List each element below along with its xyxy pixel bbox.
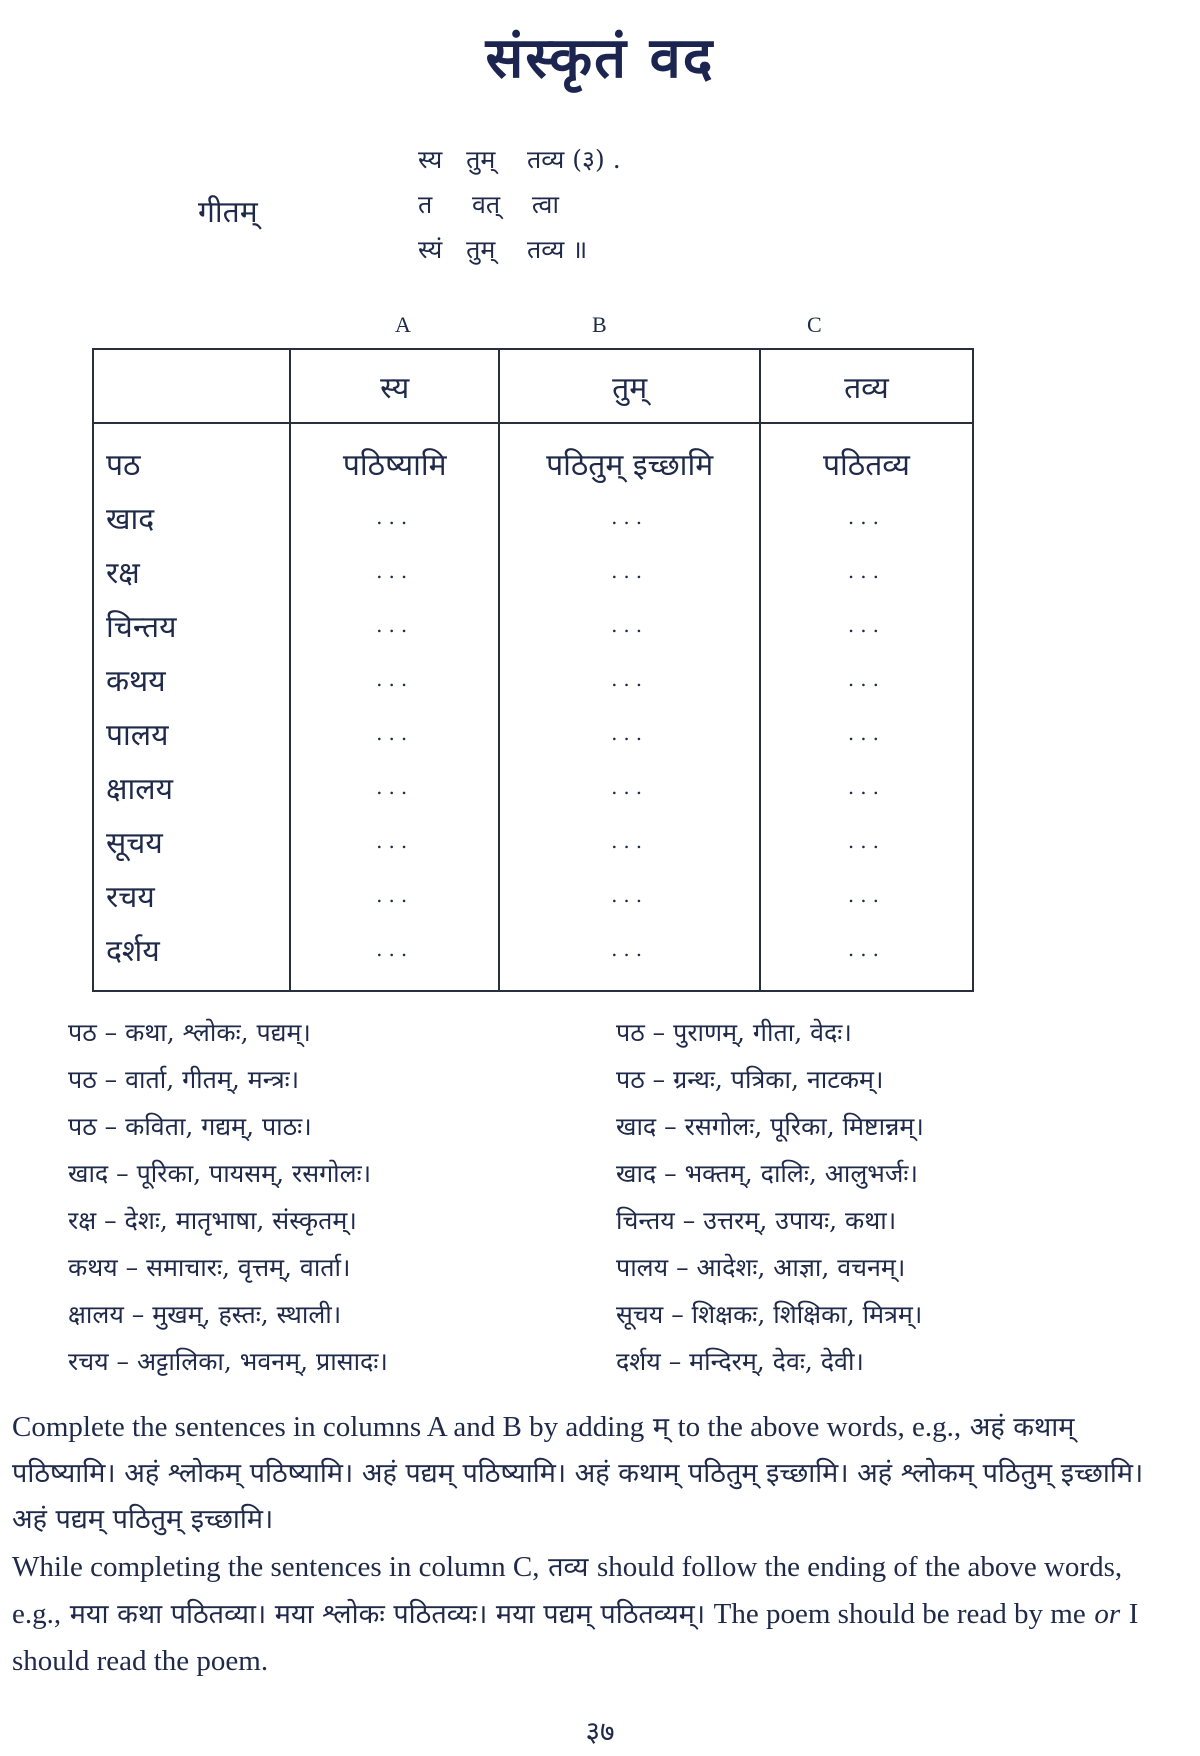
cell-a: ... (290, 706, 499, 760)
row-stem: सूचय (93, 814, 290, 868)
cell-b: ... (499, 814, 760, 868)
row-stem: क्षालय (93, 760, 290, 814)
column-letter-a: A (395, 312, 411, 337)
column-letter-c: C (807, 312, 822, 337)
cell-c: ... (760, 706, 973, 760)
cell-b: ... (499, 868, 760, 922)
instruction-text: The poem should be read by me (713, 1598, 1086, 1630)
instruction-text: should follow the ending of the above words, e.g., (12, 1551, 1123, 1630)
cell-b: ... (499, 490, 760, 544)
list-item: पठ – कविता, गद्यम्, पाठः। (68, 1112, 312, 1141)
table-header-row (93, 349, 973, 423)
instruction-text: to the above words, e.g., (677, 1411, 962, 1443)
instruction-text: Complete the sentences in columns A and B by adding (12, 1411, 645, 1443)
table-row (93, 652, 973, 706)
list-item: खाद – भक्तम्, दालिः, आलुभर्जः। (616, 1159, 918, 1188)
song-line-1: स्य तुम् तव्य (३) . (418, 145, 621, 174)
header-stem (93, 349, 290, 423)
cell-b: ... (499, 652, 760, 706)
list-item: खाद – पूरिका, पायसम्, रसगोलः। (68, 1159, 372, 1188)
list-item: क्षालय – मुखम्, हस्तः, स्थाली। (68, 1300, 342, 1329)
list-item: पठ – वार्ता, गीतम्, मन्त्रः। (68, 1065, 300, 1094)
cell-b: ... (499, 706, 760, 760)
list-item: सूचय – शिक्षकः, शिक्षिका, मित्रम्। (616, 1300, 923, 1329)
song-line-2: त वत् त्वा (418, 190, 559, 219)
list-item: पालय – आदेशः, आज्ञा, वचनम्। (616, 1253, 906, 1282)
cell-b: पठितुम् इच्छामि (499, 423, 760, 490)
list-item: कथय – समाचारः, वृत्तम्, वार्ता। (68, 1253, 351, 1282)
list-item: चिन्तय – उत्तरम्, उपायः, कथा। (616, 1206, 897, 1235)
cell-b: ... (499, 760, 760, 814)
list-item: पठ – कथा, श्लोकः, पद्यम्। (68, 1018, 311, 1047)
row-stem: पठ (93, 423, 290, 490)
cell-a: ... (290, 814, 499, 868)
cell-a: ... (290, 652, 499, 706)
table-row (93, 868, 973, 922)
instruction-text: While completing the sentences in column C, (12, 1551, 540, 1583)
cell-c: ... (760, 490, 973, 544)
cell-c: ... (760, 652, 973, 706)
instruction-paragraph-2 (12, 1544, 1172, 1685)
list-item: रक्ष – देशः, मातृभाषा, संस्कृतम्। (68, 1206, 357, 1235)
header-tavya: तव्य (760, 349, 973, 423)
row-stem: चिन्तय (93, 598, 290, 652)
cell-a: ... (290, 544, 499, 598)
song-label: गीतम् (198, 195, 258, 230)
header-tum: तुम् (499, 349, 760, 423)
cell-c: ... (760, 598, 973, 652)
cell-a: ... (290, 922, 499, 991)
cell-c: ... (760, 760, 973, 814)
cell-a: ... (290, 598, 499, 652)
header-sya: स्य (290, 349, 499, 423)
column-letter-b: B (592, 312, 607, 337)
row-stem: रचय (93, 868, 290, 922)
page-title: संस्कृतं वद (485, 26, 715, 91)
instruction-example: अहं कथाम् पठिष्यामि। अहं श्लोकम् पठिष्यामि। अहं पद्यम् पठिष्यामि। अहं कथाम् पठितुम् इच्छामि। अहं श्लोकम् पठितुम् इच्छामि। अहं पद्यम् पठितुम् इच्छामि। (12, 1412, 1144, 1535)
conjugation-table (92, 348, 974, 992)
row-stem: पालय (93, 706, 290, 760)
cell-a: पठिष्यामि (290, 423, 499, 490)
row-stem: दर्शय (93, 922, 290, 991)
cell-b: ... (499, 922, 760, 991)
instruction-text: I should read the poem. (12, 1598, 1139, 1677)
cell-b: ... (499, 598, 760, 652)
row-stem: खाद (93, 490, 290, 544)
row-stem: कथय (93, 652, 290, 706)
table-row (93, 598, 973, 652)
list-item: दर्शय – मन्दिरम्, देवः, देवी। (616, 1347, 864, 1376)
table-row (93, 423, 973, 490)
list-item: पठ – पुराणम्, गीता, वेदः। (616, 1018, 852, 1047)
cell-c: ... (760, 868, 973, 922)
table-row (93, 760, 973, 814)
song-line-3: स्यं तुम् तव्य ॥ (418, 235, 588, 264)
table-row (93, 544, 973, 598)
table-row (93, 490, 973, 544)
page-number: ३७ (585, 1715, 615, 1748)
instruction-emphasis: or (1094, 1598, 1121, 1630)
cell-c: ... (760, 544, 973, 598)
instruction-example: मया कथा पठितव्या। मया श्लोकः पठितव्यः। मया पद्यम् पठितव्यम्। (69, 1599, 706, 1630)
instruction-suffix: म् (652, 1412, 670, 1443)
instruction-paragraph-1 (12, 1404, 1172, 1543)
cell-a: ... (290, 490, 499, 544)
list-item: पठ – ग्रन्थः, पत्रिका, नाटकम्। (616, 1065, 884, 1094)
cell-a: ... (290, 868, 499, 922)
list-item: रचय – अट्टालिका, भवनम्, प्रासादः। (68, 1347, 388, 1376)
cell-c: ... (760, 814, 973, 868)
cell-c: पठितव्य (760, 423, 973, 490)
table-row (93, 814, 973, 868)
row-stem: रक्ष (93, 544, 290, 598)
cell-a: ... (290, 760, 499, 814)
list-item: खाद – रसगोलः, पूरिका, मिष्टान्नम्। (616, 1112, 924, 1141)
cell-c: ... (760, 922, 973, 991)
cell-b: ... (499, 544, 760, 598)
instruction-suffix: तव्य (548, 1552, 589, 1583)
table-row (93, 922, 973, 991)
table-row (93, 706, 973, 760)
